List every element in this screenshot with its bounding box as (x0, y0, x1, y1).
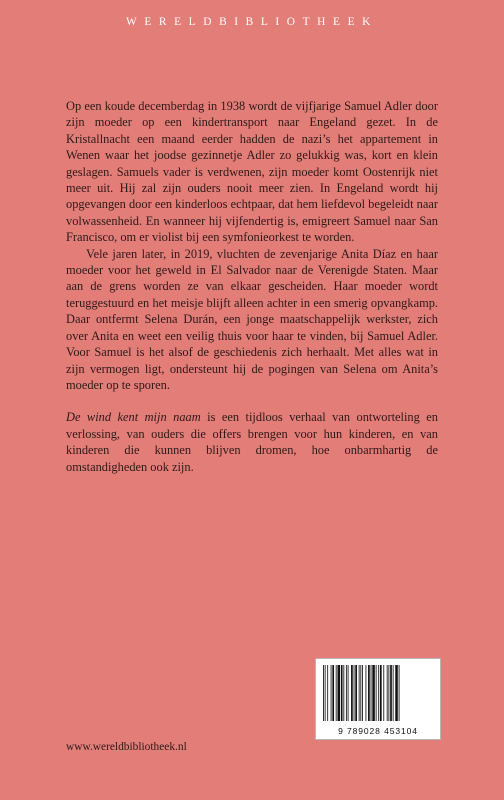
back-cover-blurb (66, 98, 438, 475)
isbn-digits: 9 789028 453104 (338, 726, 418, 736)
book-title: De wind kent mijn naam (66, 410, 201, 425)
blurb-paragraph-3-text: is een tijdloos verhaal van ontworteling en verlossing, van ouders die offers brengen voor hun kinderen, en van kinderen die kunnen blijven dromen, hoe onbarmhartig de omstandigheden ook zijn. (66, 410, 438, 474)
publisher-website: www.wereldbibliotheek.nl (66, 741, 187, 753)
isbn-barcode (315, 658, 441, 740)
barcode-icon (323, 665, 433, 721)
blurb-paragraph-3 (66, 409, 438, 475)
blurb-paragraph-2: Vele jaren later, in 2019, vluchten de zevenjarige Anita Díaz en haar moeder voor het geweld in El Salvador naar de Verenigde Staten. Maar aan de grens worden ze van elkaar gescheiden. Haar moeder wordt teruggestuurd en het meisje blijft alleen achter in een smerig opvangkamp. Daar ontfermt Selena Durán, een jonge maatschappelijk werkster, zich over Anita en weet een veilig thuis voor haar te vinden, bij Samuel Adler. Voor Samuel is het alsof de geschiedenis zich herhaalt. Met alles wat in zijn vermogen ligt, ondersteunt hij de pogingen van Selena om Anita’s moeder op te sporen. (66, 246, 438, 392)
blurb-paragraph-1: Op een koude decemberdag in 1938 wordt de vijfjarige Samuel Adler door zijn moeder op een kindertransport naar Engeland gezet. In de Kristallnacht een maand eerder hadden de nazi’s het appartement in Wenen waar het joodse gezinnetje Adler zo gelukkig was, kort en klein geslagen. Samuels vader is verdwenen, zijn moeder komt Oostenrijk niet meer uit. Hij zal zijn ouders nooit meer zien. In Engeland wordt hij opgevangen door een kinderloos echtpaar, dat hem liefdevol begeleidt naar volwassenheid. En wanneer hij vijfendertig is, emigreert Samuel naar San Francisco, om er violist bij een symfonieorkest te worden. (66, 99, 438, 245)
publisher-name: WERELDBIBLIOTHEEK (126, 16, 378, 28)
